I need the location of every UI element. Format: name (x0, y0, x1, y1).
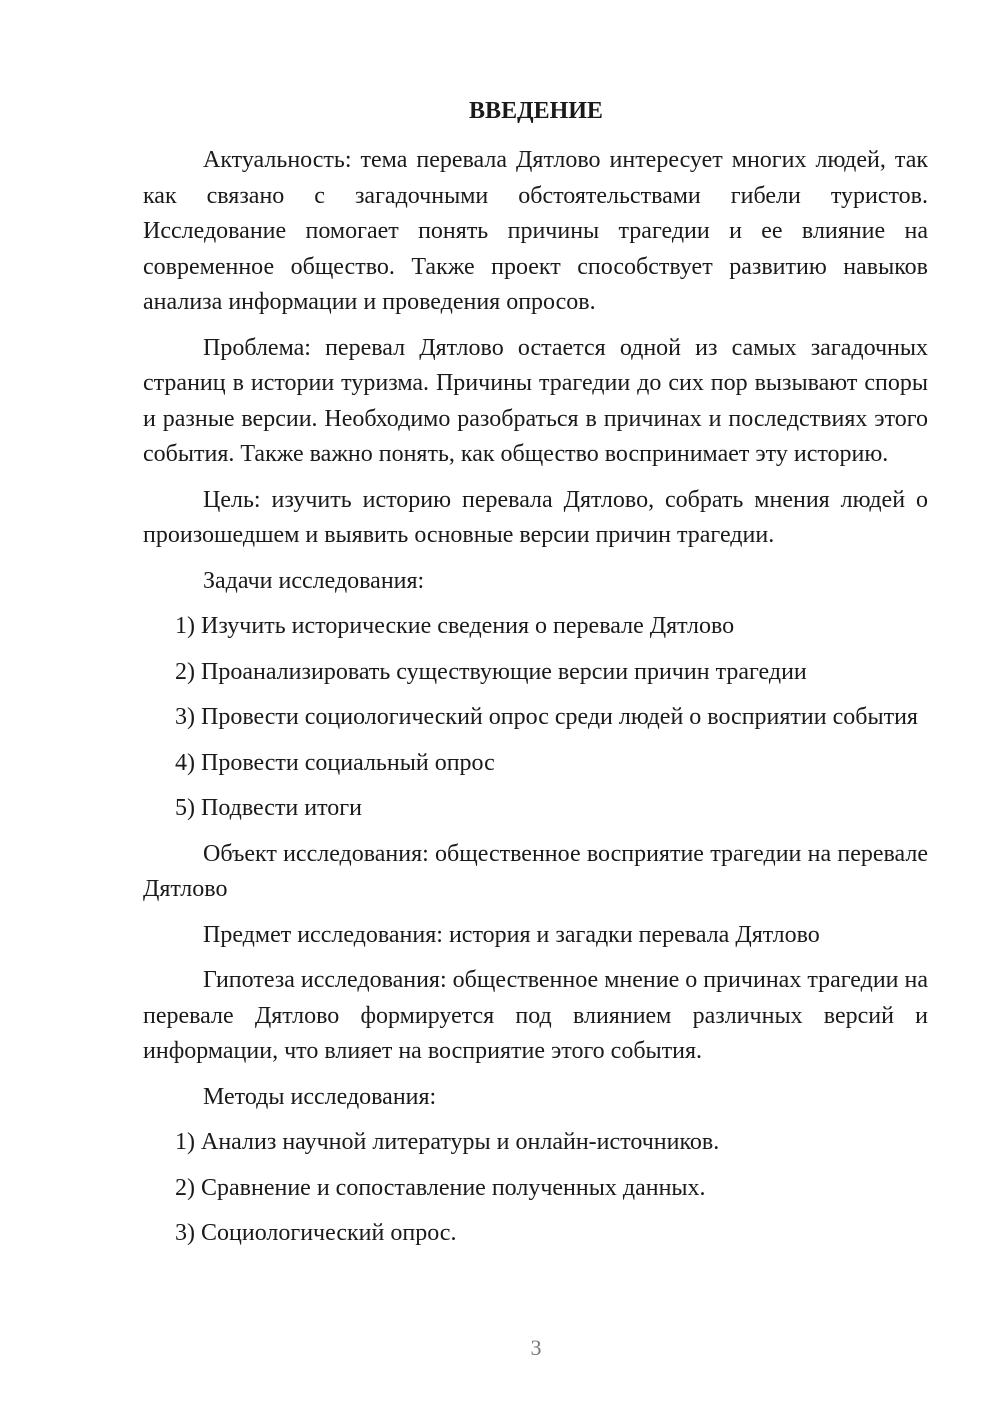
hypothesis-paragraph: Гипотеза исследования: общественное мнение о причинах трагедии на перевале Дятлово формируется под влиянием различных версий и информации, что влияет на восприятие этого события. (143, 967, 929, 1064)
subject-paragraph: Предмет исследования: история и загадки перевала Дятлово (203, 921, 820, 948)
page-number: 3 (530, 1335, 542, 1360)
task-item: 4) Провести социальный опрос (175, 749, 495, 776)
relevance-paragraph: Актуальность: тема перевала Дятлово интересует многих людей, так как связано с загадочными обстоятельствами гибели туристов. Исследование помогает понять причины трагедии и ее влияние на современное общество. Также проект способствует развитию навыков анализа информации и проведения опросов. (143, 147, 928, 315)
task-item: 3) Провести социологический опрос среди людей о восприятии события (175, 704, 918, 730)
page-title: ВВЕДЕНИЕ (469, 98, 603, 124)
task-item: 5) Подвести итоги (175, 795, 362, 821)
document-body (143, 143, 928, 1262)
method-item: 1) Анализ научной литературы и онлайн-источников. (175, 1129, 720, 1155)
methods-heading: Методы исследования: (203, 1083, 437, 1110)
method-item: 2) Сравнение и сопоставление полученных данных. (175, 1174, 706, 1201)
task-item: 1) Изучить исторические сведения о перевале Дятлово (175, 613, 735, 639)
problem-paragraph: Проблема: перевал Дятлово остается одной из самых загадочных страниц в истории туризма. Причины трагедии до сих пор вызывают споры и разные версии. Необходимо разобраться в причинах и последствиях этого события. Также важно понять, как общество воспринимает эту историю. (143, 334, 928, 467)
method-item: 3) Социологический опрос. (175, 1220, 457, 1246)
object-paragraph: Объект исследования: общественное восприятие трагедии на перевале Дятлово (143, 840, 928, 902)
goal-paragraph: Цель: изучить историю перевала Дятлово, собрать мнения людей о произошедшем и выявить основные версии причин трагедии. (143, 486, 928, 548)
task-item: 2) Проанализировать существующие версии причин трагедии (175, 658, 807, 685)
tasks-heading: Задачи исследования: (203, 567, 425, 594)
